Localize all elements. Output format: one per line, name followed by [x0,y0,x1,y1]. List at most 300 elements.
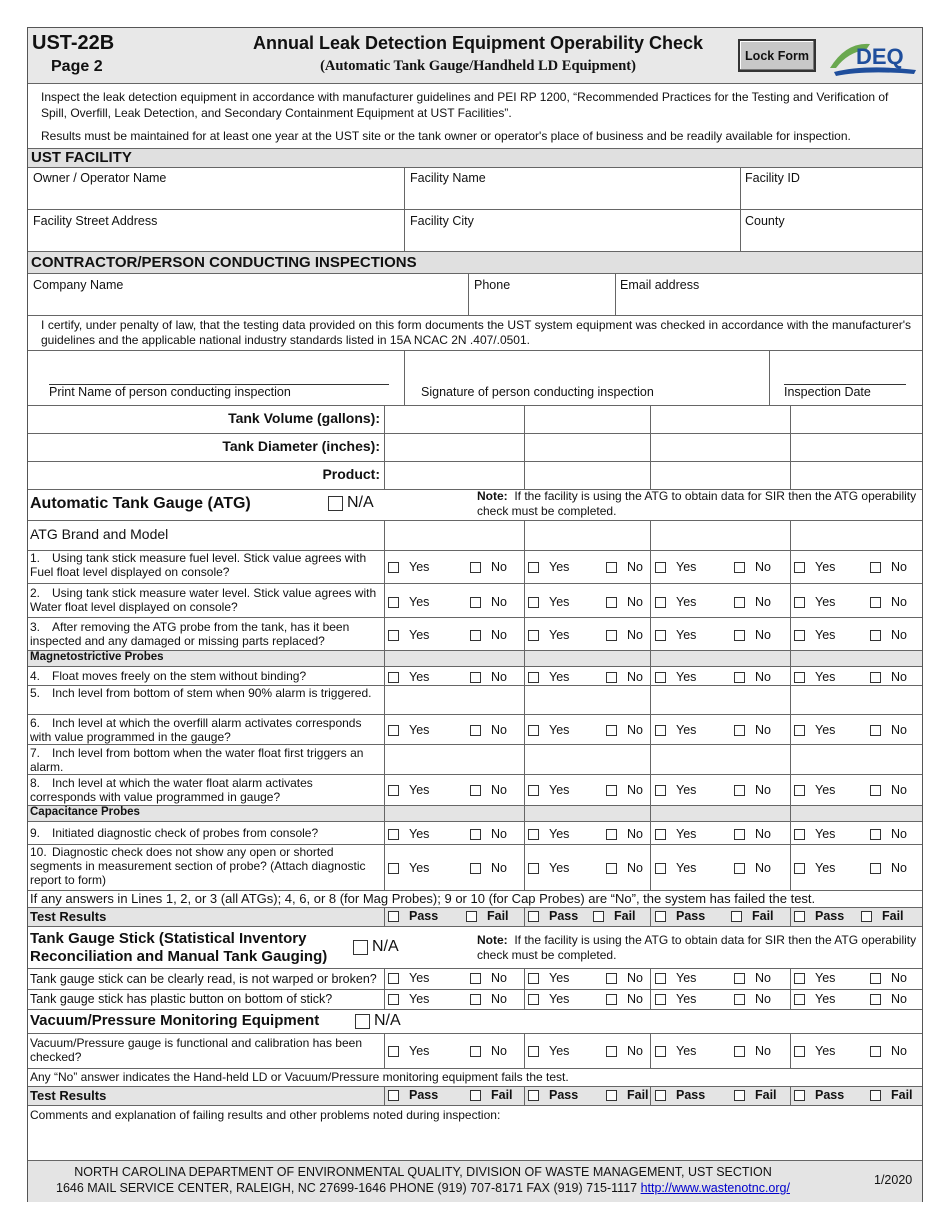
vacuum-results-tank3-pass-box[interactable] [655,1090,666,1101]
q6-tank3-yes-box[interactable] [655,725,666,736]
vacuum-q1-tank1-no-checkbox[interactable] [470,1044,507,1058]
q8-tank3-yes-label: Yes [676,783,697,797]
q9-tank4-yes-label: Yes [815,827,836,841]
q4-tank1-yes-box[interactable] [388,672,399,683]
vacuum-results-tank3-pass-checkbox[interactable] [655,1088,705,1102]
q6-tank4-yes-checkbox[interactable] [794,723,835,737]
q8-tank4-no-box[interactable] [870,785,881,796]
q3-tank3-yes-box[interactable] [655,630,666,641]
q9-tank2-yes-label: Yes [549,827,570,841]
q3-tank4-no-checkbox[interactable] [870,628,907,642]
vacuum-heading: Vacuum/Pressure Monitoring Equipment [30,1012,320,1029]
vacuum-results-tank3-fail-checkbox[interactable] [734,1088,777,1102]
vacuum-q1-tank2-no-box[interactable] [606,1046,617,1057]
vacuum-q1-tank1-yes-checkbox[interactable] [388,1044,429,1058]
atg-na-label: N/A [347,494,374,511]
stick-q1-tank3-no-checkbox[interactable] [734,971,771,985]
stick-q1-tank2-yes-box[interactable] [528,973,539,984]
stick-note-label: Note: [477,933,508,947]
form-page [27,27,923,1202]
vacuum-q1-tank4-yes-checkbox[interactable] [794,1044,835,1058]
q4-tank1-no-box[interactable] [470,672,481,683]
stick-q1-tank1-yes-checkbox[interactable] [388,971,429,985]
atg-results-tank2-pass-label: Pass [549,909,579,923]
q4-tank1-no-checkbox[interactable] [470,670,507,684]
vacuum-results-tank4-fail-box[interactable] [870,1090,881,1101]
stick-q2-tank2-yes-label: Yes [549,992,570,1006]
q8-tank3-yes-box[interactable] [655,785,666,796]
atg-results-tank3-fail-box[interactable] [731,911,742,922]
vacuum-results-tank4-pass-checkbox[interactable] [794,1088,844,1102]
q6-tank2-no-label: No [627,723,643,737]
vacuum-q1-tank4-no-checkbox[interactable] [870,1044,907,1058]
q1-tank1-yes-box[interactable] [388,562,399,573]
q9-tank2-yes-box[interactable] [528,829,539,840]
q9-tank4-yes-box[interactable] [794,829,805,840]
atg-results-tank3-pass-label: Pass [676,909,706,923]
vacuum-q1-tank3-yes-checkbox[interactable] [655,1044,696,1058]
q9-tank1-no-box[interactable] [470,829,481,840]
stick-note [477,933,917,963]
stick-na-box[interactable] [353,940,368,955]
footer-url-link[interactable]: http://www.wastenotnc.org/ [640,1181,790,1195]
stick-q1-tank4-yes-box[interactable] [794,973,805,984]
q2-tank3-yes-checkbox[interactable] [655,595,696,609]
q6-tank4-yes-box[interactable] [794,725,805,736]
atg-results-tank2-fail-checkbox[interactable] [593,909,636,923]
q1-tank4-yes-box[interactable] [794,562,805,573]
owner-operator-label: Owner / Operator Name [33,171,167,185]
footer-agency: NORTH CAROLINA DEPARTMENT OF ENVIRONMENTAL QUALITY, DIVISION OF WASTE MANAGEMENT, UST SECTION [74,1165,772,1179]
stick-q1-tank1-yes-box[interactable] [388,973,399,984]
q8-tank1-yes-box[interactable] [388,785,399,796]
q3-tank1-yes-checkbox[interactable] [388,628,429,642]
q3-tank2-yes-checkbox[interactable] [528,628,569,642]
vacuum-q1-tank2-yes-box[interactable] [528,1046,539,1057]
stick-q1-tank3-yes-box[interactable] [655,973,666,984]
q10-tank1-no-box[interactable] [470,863,481,874]
atg-results-tank1-fail-checkbox[interactable] [466,909,509,923]
q4-tank4-no-checkbox[interactable] [870,670,907,684]
q1-tank1-no-box[interactable] [470,562,481,573]
atg-results-tank4-pass-box[interactable] [794,911,805,922]
q10-tank2-yes-box[interactable] [528,863,539,874]
q3-tank3-no-box[interactable] [734,630,745,641]
stick-na-checkbox[interactable] [353,938,399,956]
atg-results-tank1-fail-box[interactable] [466,911,477,922]
stick-q2-tank4-yes-box[interactable] [794,994,805,1005]
tank-volume-label: Tank Volume (gallons): [228,410,380,426]
email-label: Email address [620,278,700,292]
q10-tank2-yes-checkbox[interactable] [528,861,569,875]
q2-tank3-yes-label: Yes [676,595,697,609]
stick-q1-tank2-no-box[interactable] [606,973,617,984]
q6-tank1-yes-checkbox[interactable] [388,723,429,737]
q3-tank3-no-label: No [755,628,771,642]
q2-tank1-no-box[interactable] [470,597,481,608]
stick-q1-tank2-no-checkbox[interactable] [606,971,643,985]
q2-tank1-yes-label: Yes [409,595,430,609]
q8-tank4-yes-box[interactable] [794,785,805,796]
vacuum-q1-tank4-no-box[interactable] [870,1046,881,1057]
q10-tank3-no-box[interactable] [734,863,745,874]
q3-tank1-yes-box[interactable] [388,630,399,641]
vacuum-q1-tank3-no-box[interactable] [734,1046,745,1057]
q9-tank4-no-checkbox[interactable] [870,827,907,841]
print-name-label: Print Name of person conducting inspection [49,385,291,399]
atg-note [477,489,917,519]
q1-tank1-yes-checkbox[interactable] [388,560,429,574]
q4-tank3-no-label: No [755,670,771,684]
deq-logo [826,34,922,78]
contractor-heading: CONTRACTOR/PERSON CONDUCTING INSPECTIONS [28,252,922,273]
q4-tank3-no-box[interactable] [734,672,745,683]
stick-q2-tank3-yes-box[interactable] [655,994,666,1005]
q2-tank3-yes-box[interactable] [655,597,666,608]
vacuum-results-tank2-pass-checkbox[interactable] [528,1088,578,1102]
vacuum-test-results-label: Test Results [30,1088,107,1103]
vacuum-q1-tank3-no-checkbox[interactable] [734,1044,771,1058]
q6-tank1-no-box[interactable] [470,725,481,736]
stick-q1-tank1-no-checkbox[interactable] [470,971,507,985]
q9-tank1-yes-box[interactable] [388,829,399,840]
q9-tank2-no-box[interactable] [606,829,617,840]
vacuum-results-tank1-fail-label: Fail [491,1088,513,1102]
q10-tank4-no-box[interactable] [870,863,881,874]
q1-tank4-yes-checkbox[interactable] [794,560,835,574]
stick-q1-tank4-no-label: No [891,971,907,985]
q3-tank2-no-box[interactable] [606,630,617,641]
atg-results-tank4-fail-label: Fail [882,909,904,923]
q4: 4. Float moves freely on the stem without binding? [30,669,307,683]
q9-tank3-no-checkbox[interactable] [734,827,771,841]
q10-tank2-yes-label: Yes [549,861,570,875]
vacuum-results-tank2-pass-box[interactable] [528,1090,539,1101]
q10-tank3-no-checkbox[interactable] [734,861,771,875]
q1-tank4-no-checkbox[interactable] [870,560,907,574]
q8: 8. Inch level at which the water float alarm activates corresponds with value programmed in gauge? [30,776,313,804]
stick-q1-tank1-no-box[interactable] [470,973,481,984]
stick-q2-tank2-no-box[interactable] [606,994,617,1005]
comments-label: Comments and explanation of failing results and other problems noted during inspection: [30,1108,501,1122]
cap-probes-heading: Capacitance Probes [30,806,140,818]
vacuum-q1-tank1-no-box[interactable] [470,1046,481,1057]
signature-label: Signature of person conducting inspection [421,385,654,399]
q9-tank3-no-box[interactable] [734,829,745,840]
stick-q2-tank3-yes-checkbox[interactable] [655,992,696,1006]
q9-tank2-yes-checkbox[interactable] [528,827,569,841]
stick-q2-tank1-no-checkbox[interactable] [470,992,507,1006]
vacuum-results-tank2-fail-box[interactable] [606,1090,617,1101]
q9-tank1-yes-checkbox[interactable] [388,827,429,841]
q1-tank3-yes-checkbox[interactable] [655,560,696,574]
atg-na-checkbox[interactable] [328,494,374,512]
q1-tank3-no-box[interactable] [734,562,745,573]
q2-tank2-no-checkbox[interactable] [606,595,643,609]
q4-tank3-yes-label: Yes [676,670,697,684]
q2-tank4-no-label: No [891,595,907,609]
stick-q2-tank4-no-checkbox[interactable] [870,992,907,1006]
county-label: County [745,214,785,228]
atg-results-tank1-pass-box[interactable] [388,911,399,922]
q2-tank4-yes-box[interactable] [794,597,805,608]
q10-tank2-no-checkbox[interactable] [606,861,643,875]
q6-tank4-no-box[interactable] [870,725,881,736]
atg-results-tank2-fail-box[interactable] [593,911,604,922]
q4-tank4-yes-box[interactable] [794,672,805,683]
q4-tank4-yes-checkbox[interactable] [794,670,835,684]
q1-tank4-no-box[interactable] [870,562,881,573]
q2-tank4-yes-label: Yes [815,595,836,609]
form-title: Annual Leak Detection Equipment Operability Check [252,33,704,53]
q2-tank2-yes-checkbox[interactable] [528,595,569,609]
q9-tank2-no-checkbox[interactable] [606,827,643,841]
vacuum-na-label: N/A [374,1012,401,1029]
q8-tank3-no-box[interactable] [734,785,745,796]
q2-tank4-no-box[interactable] [870,597,881,608]
q6-tank3-no-checkbox[interactable] [734,723,771,737]
form-id: UST-22B [32,32,115,54]
q3-tank2-yes-box[interactable] [528,630,539,641]
stick-q1-tank1-no-label: No [491,971,507,985]
atg-results-tank2-pass-checkbox[interactable] [528,909,578,923]
q8-tank2-yes-box[interactable] [528,785,539,796]
q3-tank4-yes-checkbox[interactable] [794,628,835,642]
stick-q1-tank4-yes-checkbox[interactable] [794,971,835,985]
q6-tank4-no-checkbox[interactable] [870,723,907,737]
q10-tank3-yes-box[interactable] [655,863,666,874]
q3-tank2-no-checkbox[interactable] [606,628,643,642]
q2-tank4-yes-checkbox[interactable] [794,595,835,609]
q9-tank3-yes-box[interactable] [655,829,666,840]
q1-tank4-yes-label: Yes [815,560,836,574]
q3-tank4-no-box[interactable] [870,630,881,641]
q4-tank2-yes-checkbox[interactable] [528,670,569,684]
q4-tank2-no-box[interactable] [606,672,617,683]
q4-tank4-no-box[interactable] [870,672,881,683]
q1-tank1-no-label: No [491,560,507,574]
stick-q1-tank4-no-checkbox[interactable] [870,971,907,985]
q9-tank1-no-checkbox[interactable] [470,827,507,841]
vacuum-q1-tank3-no-label: No [755,1044,771,1058]
vacuum-results-tank1-pass-box[interactable] [388,1090,399,1101]
q1-tank1-no-checkbox[interactable] [470,560,507,574]
vacuum-results-tank4-fail-checkbox[interactable] [870,1088,913,1102]
q4-tank3-yes-checkbox[interactable] [655,670,696,684]
stick-q1-tank1-yes-label: Yes [409,971,430,985]
q1-tank3-yes-box[interactable] [655,562,666,573]
vacuum-results-tank1-fail-checkbox[interactable] [470,1088,513,1102]
stick-q1-tank3-yes-checkbox[interactable] [655,971,696,985]
vacuum-q1: Vacuum/Pressure gauge is functional and calibration has been checked? [30,1036,362,1064]
atg-results-tank3-pass-checkbox[interactable] [655,909,705,923]
q2-tank3-no-checkbox[interactable] [734,595,771,609]
q1-tank2-yes-box[interactable] [528,562,539,573]
stick-heading: Tank Gauge Stick (Statistical Inventory Reconciliation and Manual Tank Gauging) [30,930,328,965]
q10-tank4-yes-box[interactable] [794,863,805,874]
vacuum-results-tank2-pass-label: Pass [549,1088,579,1102]
q4-tank2-no-checkbox[interactable] [606,670,643,684]
q1-tank2-yes-checkbox[interactable] [528,560,569,574]
vacuum-q1-tank2-yes-checkbox[interactable] [528,1044,569,1058]
q8-tank1-no-box[interactable] [470,785,481,796]
q8-tank2-no-checkbox[interactable] [606,783,643,797]
q10-tank3-no-label: No [755,861,771,875]
footer [28,1160,922,1202]
q9-tank1-no-label: No [491,827,507,841]
q6-tank1-yes-box[interactable] [388,725,399,736]
q10-tank1-yes-box[interactable] [388,863,399,874]
form-header [28,28,922,84]
stick-q2-tank4-yes-checkbox[interactable] [794,992,835,1006]
atg-results-tank3-fail-checkbox[interactable] [731,909,774,923]
q2-tank2-yes-box[interactable] [528,597,539,608]
stick-q2-tank2-yes-checkbox[interactable] [528,992,569,1006]
vacuum-results-tank3-fail-box[interactable] [734,1090,745,1101]
atg-na-box[interactable] [328,496,343,511]
q2-tank1-yes-box[interactable] [388,597,399,608]
vacuum-results-tank1-pass-checkbox[interactable] [388,1088,438,1102]
stick-q1-tank2-yes-checkbox[interactable] [528,971,569,985]
vacuum-na-box[interactable] [355,1014,370,1029]
vacuum-q1-tank3-yes-box[interactable] [655,1046,666,1057]
q6-tank1-no-checkbox[interactable] [470,723,507,737]
q8-tank4-yes-checkbox[interactable] [794,783,835,797]
q1-tank2-no-box[interactable] [606,562,617,573]
stick-q1-tank3-no-box[interactable] [734,973,745,984]
q10-tank2-no-label: No [627,861,643,875]
vacuum-q1-tank4-no-label: No [891,1044,907,1058]
q3-tank3-yes-checkbox[interactable] [655,628,696,642]
q9-tank2-no-label: No [627,827,643,841]
q4-tank1-no-label: No [491,670,507,684]
atg-results-tank3-pass-box[interactable] [655,911,666,922]
q9-tank3-yes-label: Yes [676,827,697,841]
q2-tank4-no-checkbox[interactable] [870,595,907,609]
q8-tank3-no-checkbox[interactable] [734,783,771,797]
q5: 5. Inch level from bottom of stem when 90% alarm is triggered. [30,686,372,700]
q8-tank3-no-label: No [755,783,771,797]
q1: 1. Using tank stick measure fuel level. Stick value agrees with Fuel float level displayed on console? [30,551,367,579]
q8-tank2-yes-checkbox[interactable] [528,783,569,797]
stick-q1-tank4-no-box[interactable] [870,973,881,984]
q9-tank4-yes-checkbox[interactable] [794,827,835,841]
q6-tank2-no-checkbox[interactable] [606,723,643,737]
q1-tank3-yes-label: Yes [676,560,697,574]
stick-q2-tank1-no-box[interactable] [470,994,481,1005]
q1-tank3-no-checkbox[interactable] [734,560,771,574]
stick-q2-tank1-yes-box[interactable] [388,994,399,1005]
stick-q2-tank1-yes-checkbox[interactable] [388,992,429,1006]
stick-q2-tank1-yes-label: Yes [409,992,430,1006]
q4-tank1-yes-label: Yes [409,670,430,684]
vacuum-results-tank4-pass-box[interactable] [794,1090,805,1101]
q10-tank3-yes-checkbox[interactable] [655,861,696,875]
atg-results-tank1-fail-label: Fail [487,909,509,923]
atg-results-tank4-fail-box[interactable] [861,911,872,922]
q2-tank2-no-box[interactable] [606,597,617,608]
q3-tank3-no-checkbox[interactable] [734,628,771,642]
vacuum-q1-tank2-no-checkbox[interactable] [606,1044,643,1058]
vacuum-na-checkbox[interactable] [355,1012,401,1030]
vacuum-q1-tank1-yes-label: Yes [409,1044,430,1058]
q3-tank4-no-label: No [891,628,907,642]
q10-tank2-no-box[interactable] [606,863,617,874]
q8-tank1-yes-checkbox[interactable] [388,783,429,797]
q9-tank4-no-box[interactable] [870,829,881,840]
atg-brand-label: ATG Brand and Model [30,526,169,542]
q4-tank1-yes-checkbox[interactable] [388,670,429,684]
facility-id-label: Facility ID [745,171,800,185]
q10-tank4-yes-checkbox[interactable] [794,861,835,875]
q8-tank2-no-box[interactable] [606,785,617,796]
q6-tank3-no-box[interactable] [734,725,745,736]
q8-tank4-yes-label: Yes [815,783,836,797]
q3-tank4-yes-box[interactable] [794,630,805,641]
stick-q2-tank3-no-checkbox[interactable] [734,992,771,1006]
q6-tank3-yes-checkbox[interactable] [655,723,696,737]
atg-results-tank3-fail-label: Fail [752,909,774,923]
vacuum-fail-statement: Any “No” answer indicates the Hand-held LD or Vacuum/Pressure monitoring equipment fails the test. [30,1070,569,1084]
q10-tank1-yes-label: Yes [409,861,430,875]
q2-tank1-yes-checkbox[interactable] [388,595,429,609]
q2: 2. Using tank stick measure water level. Stick value agrees with Water float level displayed on console? [30,586,377,614]
q2-tank3-no-box[interactable] [734,597,745,608]
atg-results-tank2-pass-box[interactable] [528,911,539,922]
q4-tank2-yes-box[interactable] [528,672,539,683]
q8-tank3-yes-checkbox[interactable] [655,783,696,797]
stick-q2-tank1-no-label: No [491,992,507,1006]
q6-tank2-yes-checkbox[interactable] [528,723,569,737]
q10-tank1-no-checkbox[interactable] [470,861,507,875]
vacuum-results-tank2-fail-checkbox[interactable] [606,1088,649,1102]
vacuum-results-tank1-fail-box[interactable] [470,1090,481,1101]
product-label: Product: [322,466,380,482]
q10-tank4-no-checkbox[interactable] [870,861,907,875]
q1-tank2-no-checkbox[interactable] [606,560,643,574]
q8-tank4-no-checkbox[interactable] [870,783,907,797]
q10-tank1-yes-checkbox[interactable] [388,861,429,875]
logo-text: DEQ [856,44,904,69]
q4-tank3-yes-box[interactable] [655,672,666,683]
q9: 9. Initiated diagnostic check of probes from console? [30,826,319,840]
page-number: Page 2 [51,58,103,75]
q8-tank1-no-checkbox[interactable] [470,783,507,797]
q4-tank3-no-checkbox[interactable] [734,670,771,684]
footer-address: 1646 MAIL SERVICE CENTER, RALEIGH, NC 27699-1646 PHONE (919) 707-8171 FAX (919) 715-1117 http://www.wastenotnc.org/ [56,1181,790,1195]
q2-tank1-no-checkbox[interactable] [470,595,507,609]
atg-results-tank4-pass-checkbox[interactable] [794,909,844,923]
stick-note-text: If the facility is using the ATG to obtain data for SIR then the ATG operability check must be completed. [477,933,917,962]
stick-q2-tank2-no-checkbox[interactable] [606,992,643,1006]
stick-q2-tank3-no-box[interactable] [734,994,745,1005]
lock-form-button[interactable]: Lock Form [738,39,816,72]
q3-tank1-no-checkbox[interactable] [470,628,507,642]
facility-name-label: Facility Name [410,171,486,185]
q6-tank2-no-box[interactable] [606,725,617,736]
stick-q2-tank4-no-box[interactable] [870,994,881,1005]
mag-probes-heading: Magnetostrictive Probes [30,651,164,663]
q6-tank2-yes-box[interactable] [528,725,539,736]
facility-city-label: Facility City [410,214,474,228]
q3-tank1-no-box[interactable] [470,630,481,641]
vacuum-q1-tank4-yes-box[interactable] [794,1046,805,1057]
atg-results-tank1-pass-checkbox[interactable] [388,909,438,923]
atg-results-tank4-fail-checkbox[interactable] [861,909,904,923]
stick-q2-tank2-yes-box[interactable] [528,994,539,1005]
vacuum-q1-tank1-yes-box[interactable] [388,1046,399,1057]
q9-tank3-yes-checkbox[interactable] [655,827,696,841]
